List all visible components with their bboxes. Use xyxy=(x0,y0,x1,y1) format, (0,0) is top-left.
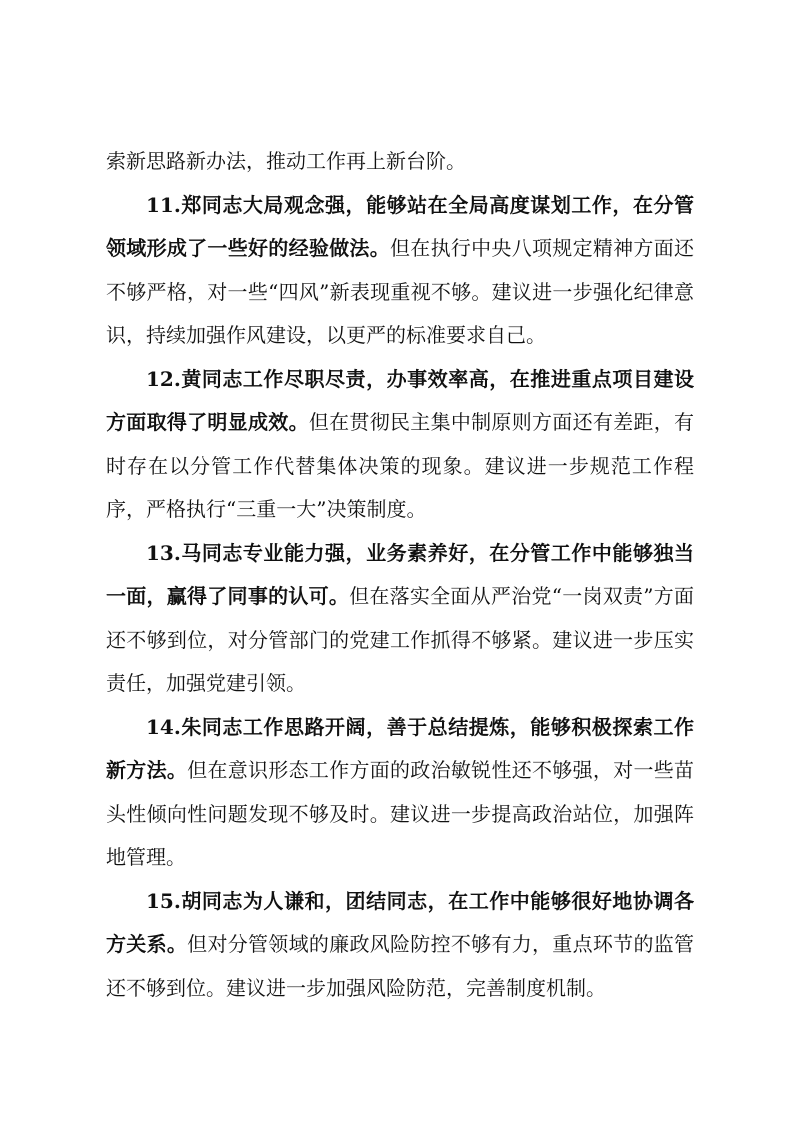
paragraph-text: 但在意识形态工作方面的政治敏锐性还不够强，对一些苗头性倾向性问题发现不够及时。建议进一步提高政治站位，加强阵地管理。 xyxy=(106,758,695,869)
paragraph-item-12 xyxy=(106,358,694,532)
paragraph-text: 但在贯彻民主集中制原则方面还有差距，有时存在以分管工作代替集体决策的现象。建议进一步规范工作程序，严格执行“三重一大”决策制度。 xyxy=(106,410,695,521)
document-body xyxy=(106,140,694,1010)
paragraph-text: 索新思路新办法，推动工作再上新台阶。 xyxy=(106,149,466,173)
paragraph-item-14 xyxy=(106,706,694,880)
paragraph-lead: 12.黄同志工作尽职尽责，办事效率高，在推进重点项目建设方面取得了明显成效。 xyxy=(106,366,694,434)
paragraph-lead: 11.郑同志大局观念强，能够站在全局高度谋划工作，在分管领域形成了一些好的经验做法。 xyxy=(106,192,694,260)
paragraph-lead: 13.马同志专业能力强，业务素养好，在分管工作中能够独当一面，赢得了同事的认可。 xyxy=(106,540,694,608)
paragraph-lead: 15.胡同志为人谦和，团结同志，在工作中能够很好地协调各方关系。 xyxy=(106,888,694,956)
paragraph-continuation xyxy=(106,140,694,184)
paragraph-lead: 14.朱同志工作思路开阔，善于总结提炼，能够积极探索工作新方法。 xyxy=(106,714,694,782)
paragraph-text: 但在落实全面从严治党“一岗双责”方面还不够到位，对分管部门的党建工作抓得不够紧。建议进一步压实责任，加强党建引领。 xyxy=(106,584,694,695)
paragraph-text: 但在执行中央八项规定精神方面还不够严格，对一些“四风”新表现重视不够。建议进一步强化纪律意识，持续加强作风建设，以更严的标准要求自己。 xyxy=(106,236,694,347)
paragraph-item-13 xyxy=(106,532,694,706)
paragraph-text: 但对分管领域的廉政风险防控不够有力，重点环节的监管还不够到位。建议进一步加强风险防范，完善制度机制。 xyxy=(106,932,695,1000)
paragraph-item-15 xyxy=(106,880,694,1011)
paragraph-item-11 xyxy=(106,184,694,358)
